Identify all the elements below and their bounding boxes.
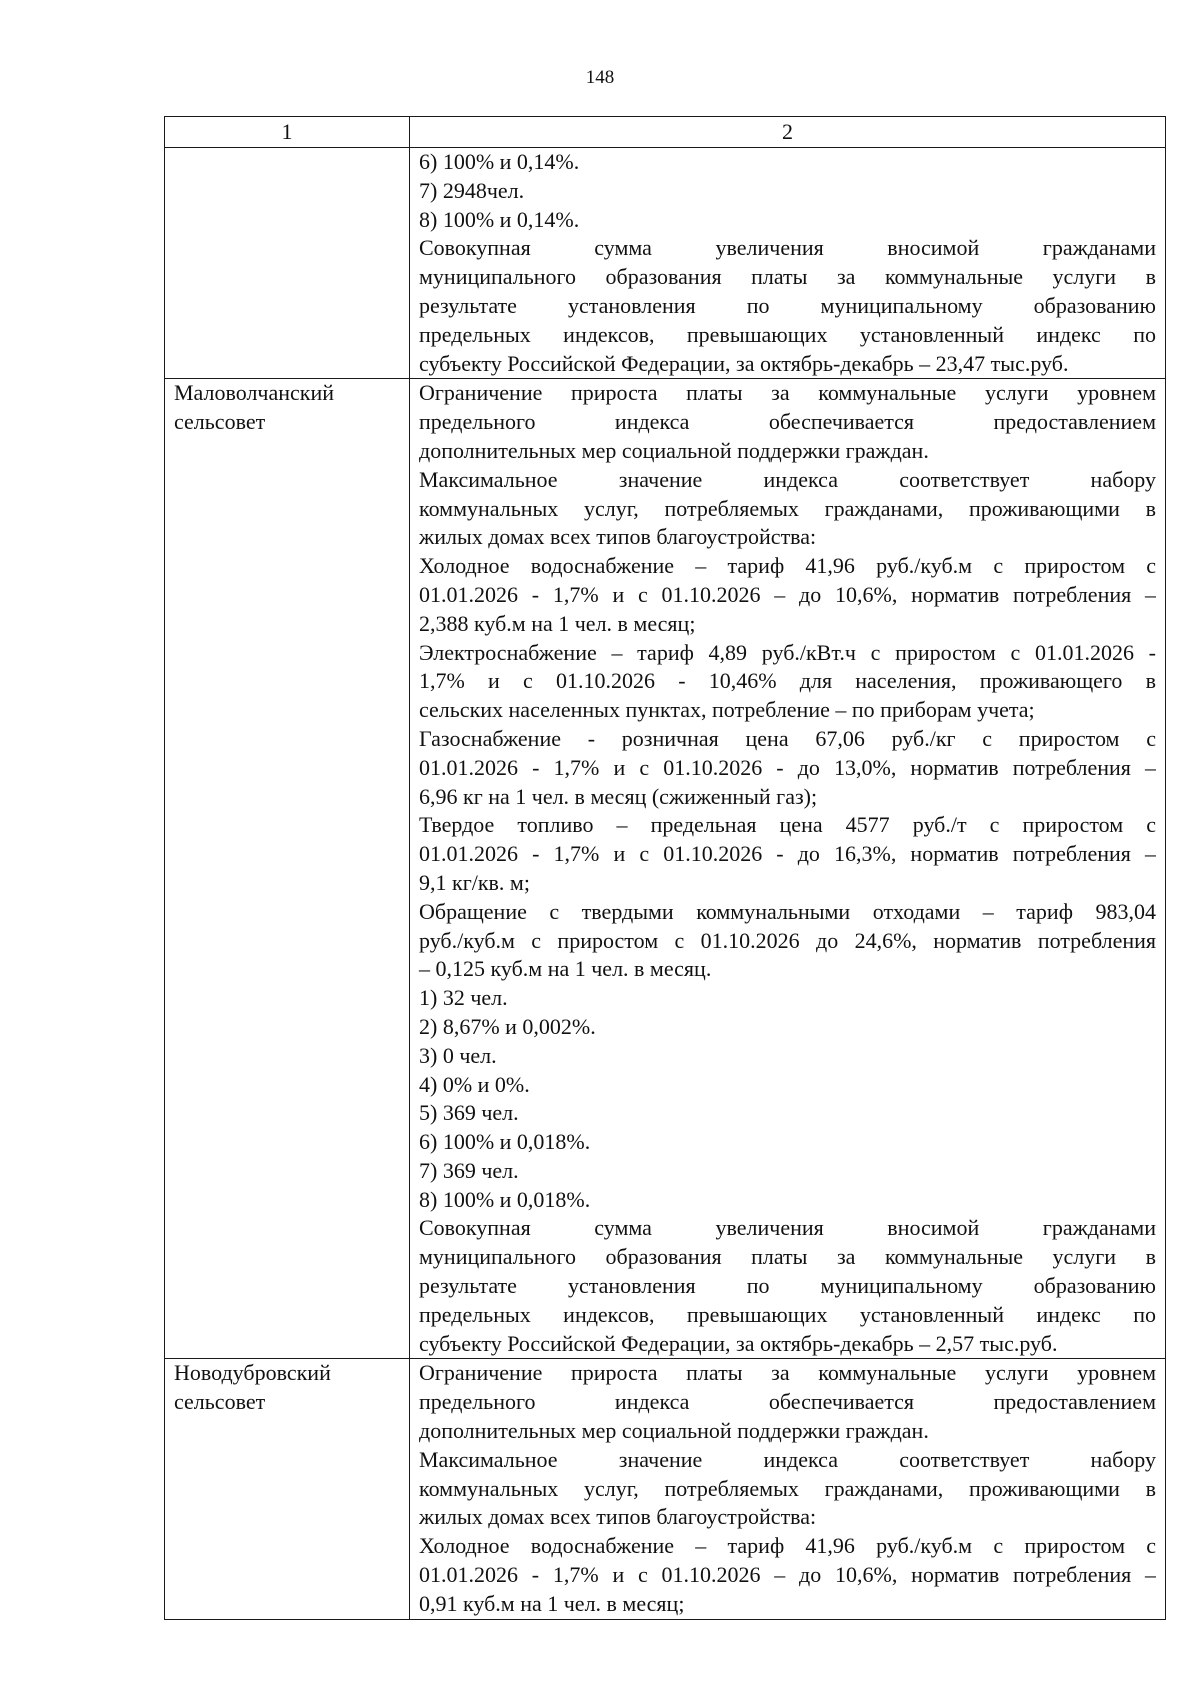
text-line: Ограничение прироста платы за коммунальные услуги уровнем [419, 1360, 1156, 1386]
text-line: 0,91 куб.м на 1 чел. в месяц; [419, 1590, 685, 1616]
text-line: Газоснабжение - розничная цена 67,06 руб./кг с приростом с [419, 725, 1156, 751]
text-line: предельных индексов, превышающих установленный индекс по [419, 1301, 1156, 1327]
text-line: 7) 2948чел. [419, 177, 525, 203]
text-line: Совокупная сумма увеличения вносимой гражданами [419, 235, 1156, 261]
text-line: 2,388 куб.м на 1 чел. в месяц; [419, 610, 696, 636]
text-line: 01.01.2026 - 1,7% и с 01.10.2026 - до 16,3%, норматив потребления – [419, 841, 1156, 867]
text-line: 6) 100% и 0,14%. [419, 149, 580, 174]
text-line: 9,1 кг/кв. м; [419, 869, 530, 895]
text-line: коммунальных услуг, потребляемых гражданами, проживающими в [419, 495, 1156, 521]
text-line: результате установления по муниципальному образованию [419, 1273, 1156, 1299]
municipality-name-line: сельсовет [174, 1389, 266, 1415]
text-line: 2) 8,67% и 0,002%. [419, 1013, 596, 1039]
text-line: 5) 369 чел. [419, 1100, 519, 1126]
municipality-name-line: Маловолчанский [174, 380, 335, 406]
text-line: жилых домах всех типов благоустройства: [419, 1504, 817, 1530]
text-line: 1) 32 чел. [419, 985, 508, 1011]
municipality-cell [165, 379, 410, 1359]
text-line: Холодное водоснабжение – тариф 41,96 руб./куб.м с приростом с [419, 1533, 1156, 1559]
text-line: сельских населенных пунктах, потребление – по приборам учета; [419, 697, 1035, 723]
table-row [165, 148, 1166, 379]
text-line: Максимальное значение индекса соответствует набору [419, 1446, 1156, 1472]
text-line: 6,96 кг на 1 чел. в месяц (сжиженный газ); [419, 783, 818, 809]
text-line: 01.01.2026 - 1,7% и с 01.10.2026 – до 10,6%, норматив потребления – [419, 581, 1156, 607]
municipality-name-line: сельсовет [174, 409, 266, 435]
text-line: субъекту Российской Федерации, за октябрь-декабрь – 2,57 тыс.руб. [419, 1330, 1058, 1356]
text-line: Твердое топливо – предельная цена 4577 руб./т с приростом с [419, 812, 1156, 838]
text-line: 8) 100% и 0,14%. [419, 206, 580, 232]
text-line: муниципального образования платы за коммунальные услуги в [419, 1244, 1156, 1270]
document-table [164, 116, 1166, 1620]
text-line: коммунальных услуг, потребляемых гражданами, проживающими в [419, 1475, 1156, 1501]
text-line: муниципального образования платы за коммунальные услуги в [419, 264, 1156, 290]
text-line: Холодное водоснабжение – тариф 41,96 руб./куб.м с приростом с [419, 553, 1156, 579]
column-header-2: 2 [410, 117, 1166, 148]
text-line: 7) 369 чел. [419, 1157, 519, 1183]
text-line: 1,7% и с 01.10.2026 - 10,46% для населения, проживающего в [419, 668, 1156, 694]
text-line: 01.01.2026 - 1,7% и с 01.10.2026 – до 10,6%, норматив потребления – [419, 1562, 1156, 1588]
text-line: дополнительных мер социальной поддержки граждан. [419, 1418, 929, 1444]
municipality-name-line: Новодубровский [174, 1360, 331, 1386]
text-line: 01.01.2026 - 1,7% и с 01.10.2026 - до 13,0%, норматив потребления – [419, 754, 1156, 780]
text-line: 6) 100% и 0,018%. [419, 1129, 591, 1155]
text-line: 3) 0 чел. [419, 1042, 497, 1068]
text-line: Максимальное значение индекса соответствует набору [419, 466, 1156, 492]
text-line: дополнительных мер социальной поддержки граждан. [419, 437, 929, 463]
text-line: 8) 100% и 0,018%. [419, 1186, 591, 1212]
description-cell [410, 1359, 1166, 1619]
text-line: 4) 0% и 0%. [419, 1071, 530, 1097]
table-header-row [165, 117, 1166, 148]
text-line: – 0,125 куб.м на 1 чел. в месяц. [419, 956, 712, 982]
text-line: результате установления по муниципальному образованию [419, 292, 1156, 318]
page-number: 148 [585, 67, 615, 88]
text-line: жилых домах всех типов благоустройства: [419, 524, 817, 550]
description-cell [410, 148, 1166, 379]
table-row [165, 1359, 1166, 1619]
text-line: Ограничение прироста платы за коммунальные услуги уровнем [419, 380, 1156, 406]
text-line: предельного индекса обеспечивается предоставлением [419, 409, 1156, 435]
text-line: руб./куб.м с приростом с 01.10.2026 до 24,6%, норматив потребления [419, 927, 1156, 953]
municipality-cell [165, 1359, 410, 1619]
text-line: предельного индекса обеспечивается предоставлением [419, 1389, 1156, 1415]
column-header-1: 1 [165, 117, 410, 148]
municipality-cell [165, 148, 410, 379]
text-line: Совокупная сумма увеличения вносимой гражданами [419, 1215, 1156, 1241]
text-line: Электроснабжение – тариф 4,89 руб./кВт.ч с приростом с 01.01.2026 - [419, 639, 1156, 665]
text-line: Обращение с твердыми коммунальными отходами – тариф 983,04 [419, 898, 1156, 924]
description-cell [410, 379, 1166, 1359]
table-row [165, 379, 1166, 1359]
text-line: предельных индексов, превышающих установленный индекс по [419, 321, 1156, 347]
text-line: субъекту Российской Федерации, за октябрь-декабрь – 23,47 тыс.руб. [419, 350, 1069, 376]
